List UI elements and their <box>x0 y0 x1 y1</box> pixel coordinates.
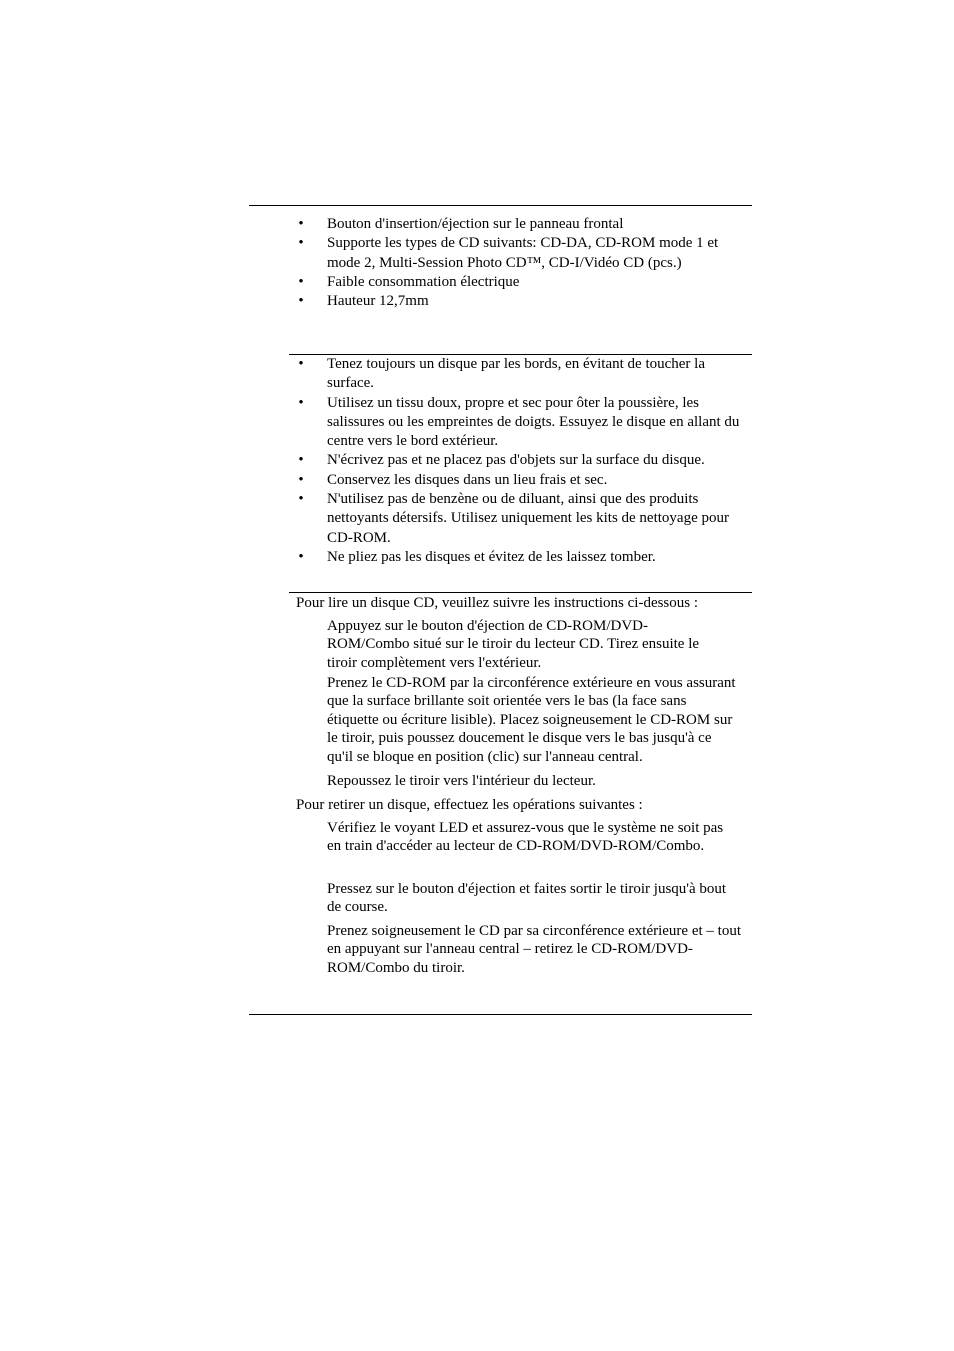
bullet-glyph: • <box>298 471 304 488</box>
bullet-glyph: • <box>298 452 304 469</box>
list-item <box>296 451 766 470</box>
usage-rule <box>289 592 752 593</box>
insert-step: Appuyez sur le bouton d'éjection de CD-ROM/DVD-ROM/Combo situé sur le tiroir du lecteur CD. Tirez ensuite le tiroir complètement vers l'extérieur. <box>327 618 700 671</box>
list-item <box>296 234 747 273</box>
care-text: N'utilisez pas de benzène ou de diluant, ainsi que des produits nettoyants détersifs. Utilisez uniquement les kits de nettoyage pour CD-ROM. <box>327 491 729 546</box>
care-list <box>296 355 766 567</box>
feature-text: Hauteur 12,7mm <box>327 293 429 310</box>
bottom-rule <box>249 1014 752 1015</box>
care-text: N'écrivez pas et ne placez pas d'objets sur la surface du disque. <box>327 452 705 469</box>
bullet-glyph: • <box>298 216 304 232</box>
list-item <box>296 292 766 311</box>
bullet-glyph: • <box>298 293 304 310</box>
remove-step: Vérifiez le voyant LED et assurez-vous que le système ne soit pas en train d'accéder au lecteur de CD-ROM/DVD-ROM/Combo. <box>327 820 724 855</box>
remove-intro: Pour retirer un disque, effectuez les opérations suivantes : <box>296 797 643 813</box>
remove-step: Prenez soigneusement le CD par sa circonférence extérieure et – tout en appuyant sur l'anneau central – retirez le CD-ROM/DVD-ROM/Combo du tiroir. <box>327 923 741 976</box>
care-text: Utilisez un tissu doux, propre et sec pour ôter la poussière, les salissures ou les empreintes de doigts. Essuyez le disque en allant du centre vers le bord extérieur. <box>327 394 740 450</box>
remove-step: Pressez sur le bouton d'éjection et faites sortir le tiroir jusqu'à bout de course. <box>327 881 727 916</box>
care-text: Tenez toujours un disque par les bords, en évitant de toucher la surface. <box>327 356 706 392</box>
list-item <box>296 471 766 490</box>
bullet-glyph: • <box>298 548 304 565</box>
list-item <box>296 355 737 394</box>
list-item <box>296 490 747 548</box>
feature-text: Bouton d'insertion/éjection sur le panneau frontal <box>327 216 624 232</box>
insert-step: Repoussez le tiroir vers l'intérieur du lecteur. <box>327 773 596 789</box>
bullet-glyph: • <box>298 394 304 411</box>
bullet-glyph: • <box>298 273 304 290</box>
bullet-glyph: • <box>298 491 304 508</box>
feature-text: Supporte les types de CD suivants: CD-DA, CD-ROM mode 1 et mode 2, Multi-Session Photo CD™, CD-I/Vidéo CD (pcs.) <box>327 235 719 271</box>
bullet-glyph: • <box>298 356 304 372</box>
bullet-glyph: • <box>298 235 304 252</box>
top-rule <box>249 205 752 206</box>
list-item <box>296 548 766 567</box>
features-list <box>296 215 766 311</box>
feature-text: Faible consommation électrique <box>327 273 520 290</box>
care-text: Conservez les disques dans un lieu frais et sec. <box>327 471 608 488</box>
insert-step: Prenez le CD-ROM par la circonférence extérieure en vous assurant que la surface brillante soit orientée vers le bas (la face sans étiquette ou écriture lisible). Placez soigneusement le CD-ROM sur le tiroir, puis poussez doucement le disque vers le bas jusqu'à ce qu'il se bloque en position (clic) sur l'anneau central. <box>327 675 736 765</box>
list-item <box>296 273 766 292</box>
insert-intro: Pour lire un disque CD, veuillez suivre les instructions ci-dessous : <box>296 595 699 611</box>
list-item <box>296 394 747 452</box>
list-item <box>296 215 766 234</box>
care-text: Ne pliez pas les disques et évitez de les laissez tomber. <box>327 548 656 565</box>
